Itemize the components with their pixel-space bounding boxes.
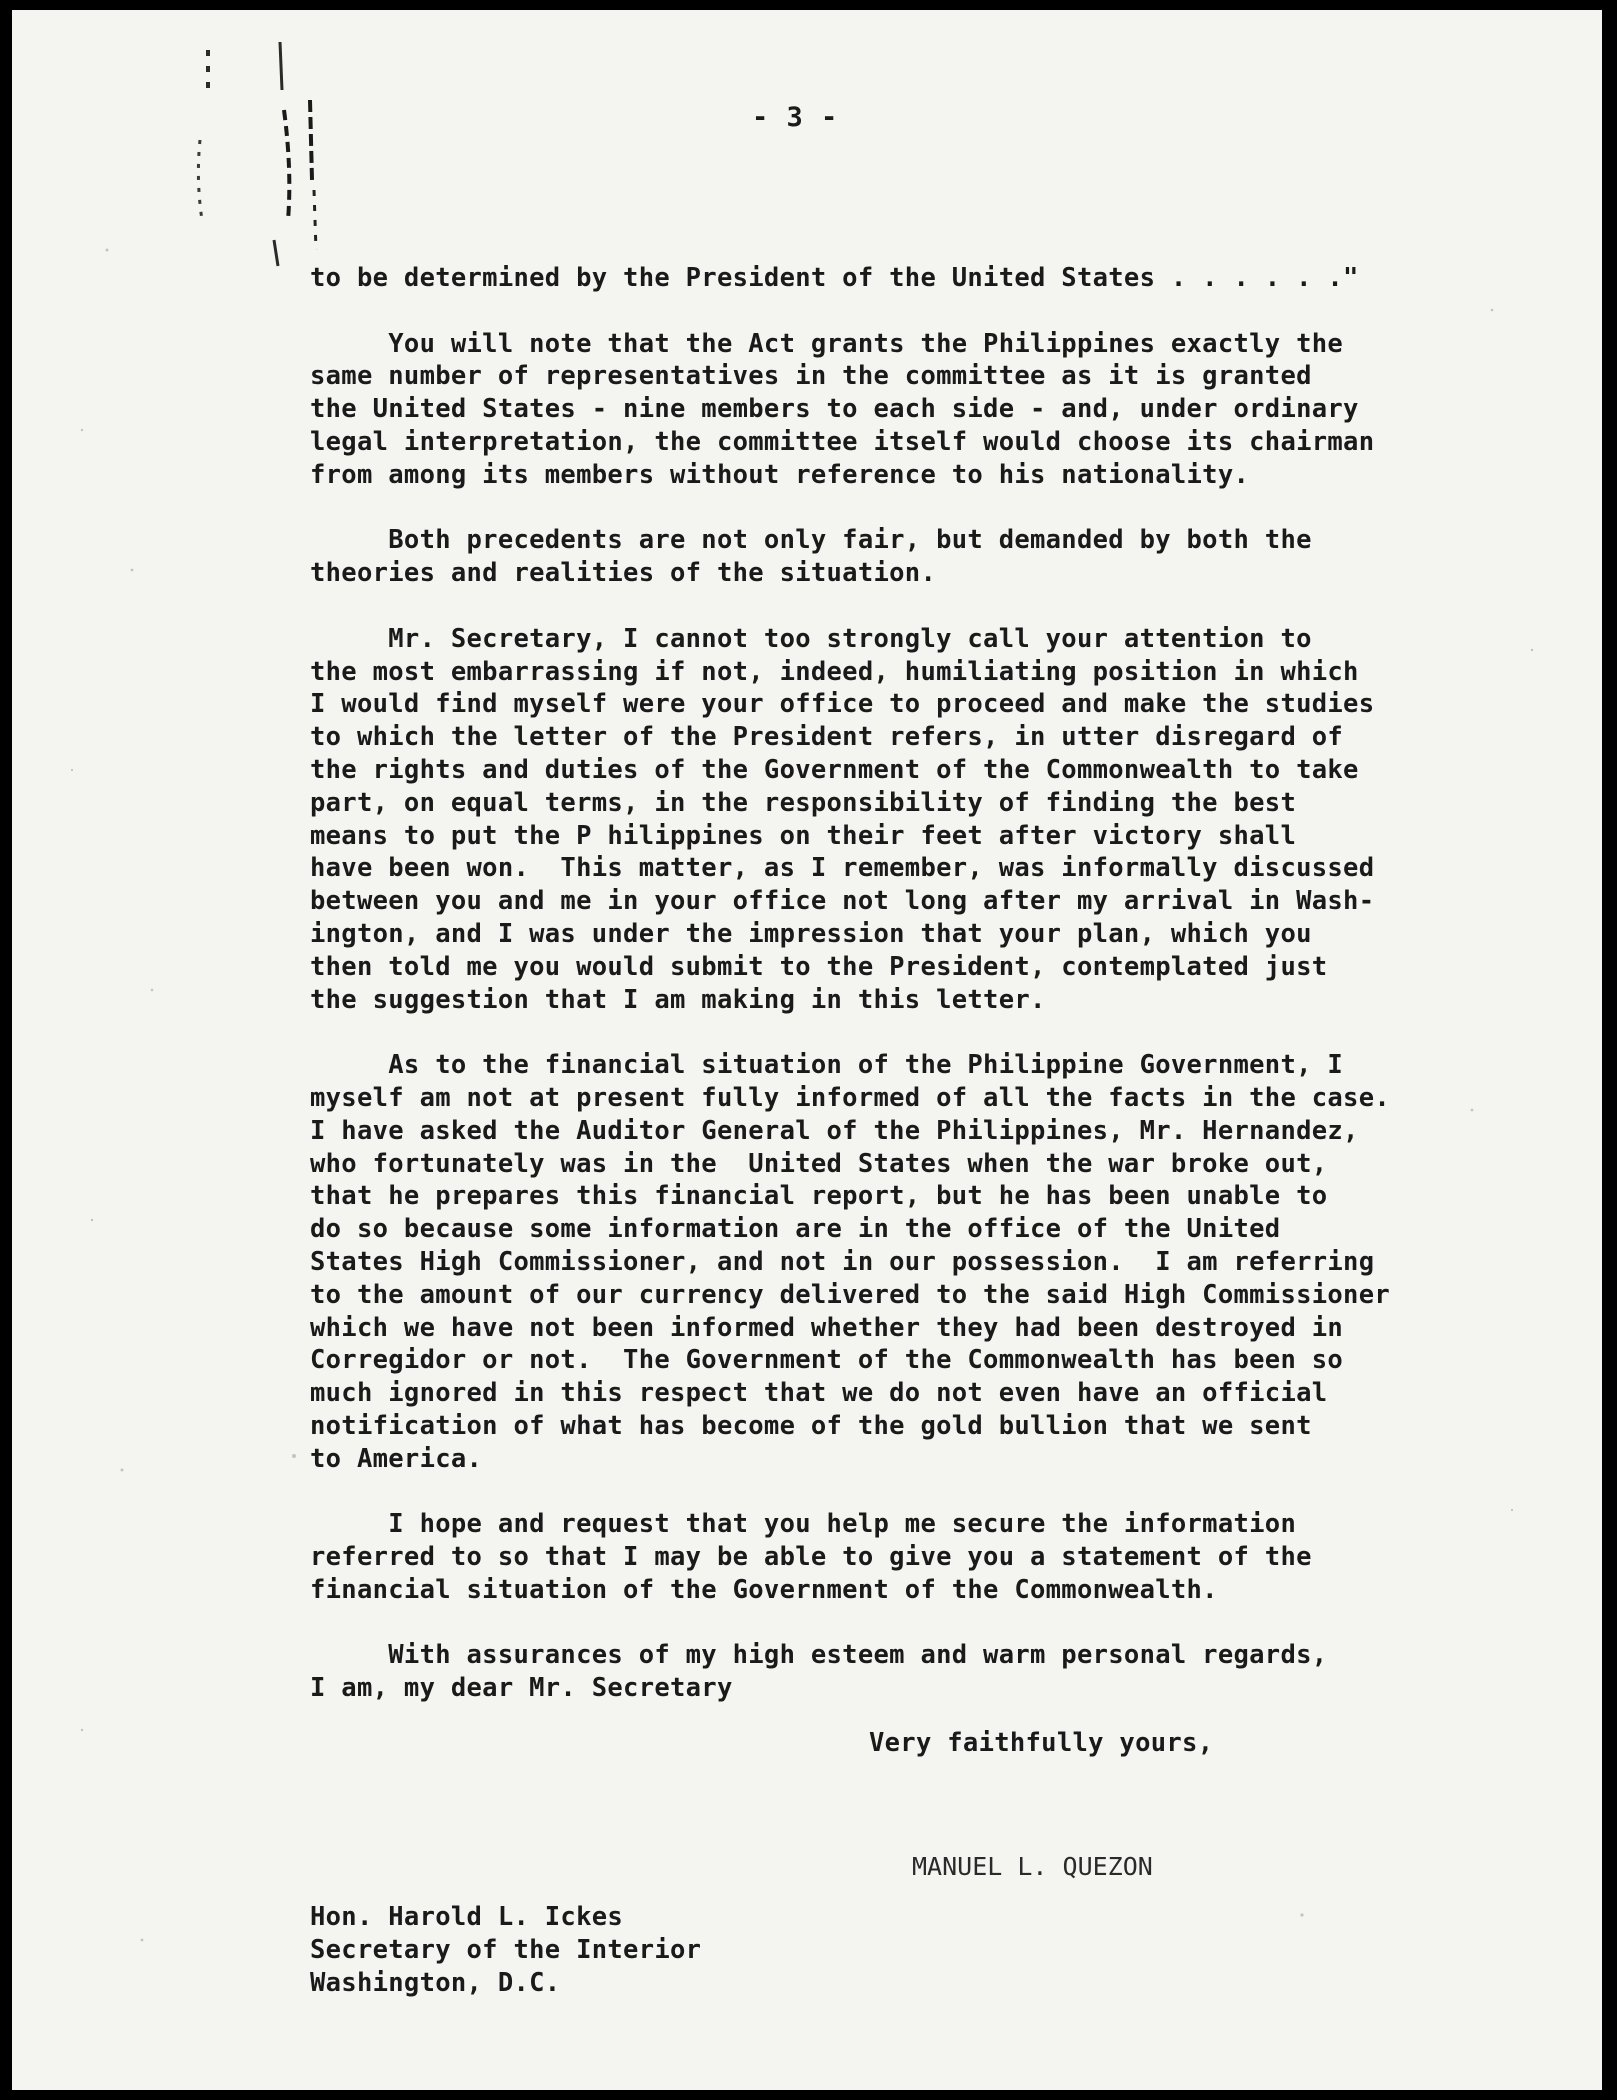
paragraph-closing-quote: [310, 262, 1510, 295]
letter-body: [310, 262, 1510, 1705]
text-line: part, on equal terms, in the responsibility of finding the best: [310, 787, 1297, 818]
text-line: myself am not at present fully informed of all the facts in the case.: [310, 1082, 1391, 1113]
margin-pencil-marks: [182, 30, 362, 270]
text-line: have been won. This matter, as I remember, was informally discussed: [310, 853, 1375, 884]
text-line: I would find myself were your office to proceed and make the studies: [310, 689, 1375, 720]
text-line: much ignored in this respect that we do not even have an official: [310, 1378, 1328, 1409]
text-line: financial situation of the Government of the Commonwealth.: [310, 1574, 1218, 1605]
paragraph-embarrassing-position: [310, 623, 1510, 1017]
text-line: to be determined by the President of the United States . . . . . .": [310, 263, 1359, 293]
text-line: You will note that the Act grants the Philippines exactly the: [310, 328, 1344, 359]
page-number: - 3 -: [752, 102, 839, 133]
text-line: between you and me in your office not long after my arrival in Wash-: [310, 886, 1375, 917]
text-line: States High Commissioner, and not in our possession. I am referring: [310, 1246, 1375, 1277]
complimentary-close: Very faithfully yours,: [869, 1728, 1214, 1758]
text-line: theories and realities of the situation.: [310, 558, 937, 589]
text-line: Corregidor or not. The Government of the Commonwealth has been so: [310, 1345, 1344, 1376]
text-line: who fortunately was in the United States when the war broke out,: [310, 1148, 1328, 1179]
text-line: ington, and I was under the impression that your plan, which you: [310, 918, 1312, 949]
text-line: then told me you would submit to the President, contemplated just: [310, 951, 1328, 982]
text-line: means to put the P hilippines on their feet after victory shall: [310, 820, 1297, 851]
text-line: same number of representatives in the committee as it is granted: [310, 361, 1312, 392]
text-line: to the amount of our currency delivered to the said High Commissioner: [310, 1279, 1391, 1310]
recipient-location: Washington, D.C.: [310, 1967, 561, 1998]
signatory-name: MANUEL L. QUEZON: [912, 1852, 1153, 1881]
text-line: from among its members without reference to his nationality.: [310, 459, 1250, 490]
text-line: With assurances of my high esteem and warm personal regards,: [310, 1640, 1328, 1671]
text-line: referred to so that I may be able to give you a statement of the: [310, 1542, 1312, 1573]
paragraph-financial-situation: [310, 1049, 1510, 1475]
recipient-name: Hon. Harold L. Ickes: [310, 1902, 624, 1932]
text-line: Both precedents are not only fair, but demanded by both the: [310, 525, 1312, 556]
text-line: which we have not been informed whether they had been destroyed in: [310, 1312, 1344, 1343]
letter-page: [12, 10, 1602, 2090]
text-line: to America.: [310, 1443, 483, 1474]
text-line: legal interpretation, the committee itself would choose its chairman: [310, 426, 1375, 457]
paragraph-request: [310, 1508, 1510, 1606]
text-line: the United States - nine members to each side - and, under ordinary: [310, 394, 1359, 425]
recipient-address: [310, 1901, 701, 1999]
text-line: I have asked the Auditor General of the Philippines, Mr. Hernandez,: [310, 1115, 1359, 1146]
text-line: the most embarrassing if not, indeed, humiliating position in which: [310, 656, 1359, 687]
text-line: to which the letter of the President refers, in utter disregard of: [310, 722, 1344, 753]
text-line: the suggestion that I am making in this letter.: [310, 984, 1046, 1015]
text-line: I hope and request that you help me secure the information: [310, 1509, 1297, 1540]
text-line: I am, my dear Mr. Secretary: [310, 1673, 733, 1704]
paragraph-regards: [310, 1639, 1510, 1705]
paragraph-precedents: [310, 524, 1510, 590]
text-line: that he prepares this financial report, but he has been unable to: [310, 1181, 1328, 1212]
text-line: the rights and duties of the Government of the Commonwealth to take: [310, 754, 1359, 785]
recipient-title: Secretary of the Interior: [310, 1934, 702, 1965]
text-line: As to the financial situation of the Philippine Government, I: [310, 1050, 1344, 1081]
text-line: notification of what has become of the gold bullion that we sent: [310, 1410, 1312, 1441]
paragraph-committee: [310, 328, 1510, 492]
text-line: do so because some information are in the office of the United: [310, 1214, 1281, 1245]
text-line: Mr. Secretary, I cannot too strongly call your attention to: [310, 623, 1312, 654]
